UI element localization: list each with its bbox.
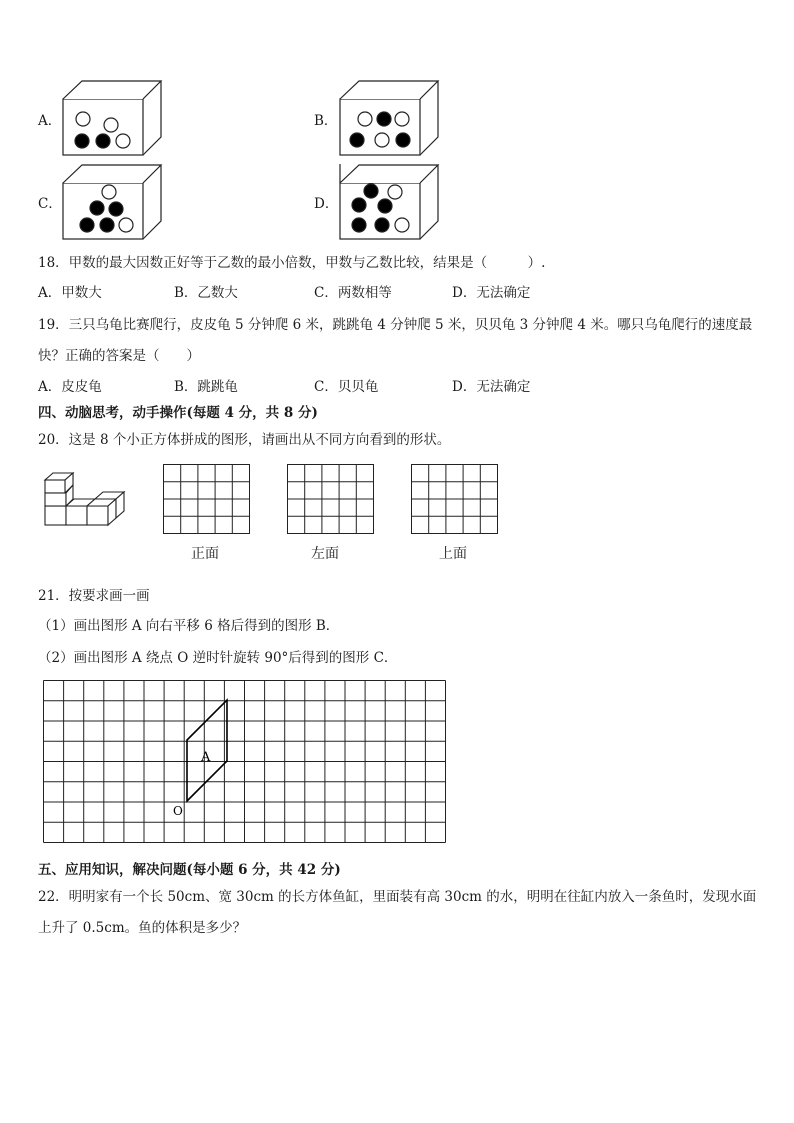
- q19-option-d: D．无法确定: [452, 379, 531, 395]
- q19-stem-line2: 快？正确的答案是（ ）: [38, 348, 200, 364]
- q20-cube-figure: [44, 471, 126, 527]
- q21-part1: （1）画出图形 A 向右平移 6 格后得到的图形 B．: [38, 618, 340, 634]
- q20-front-view-grid: [163, 464, 251, 535]
- q19-option-b: B．跳跳龟: [174, 379, 238, 395]
- q20-left-view-grid: [287, 464, 375, 535]
- q17-option-c-letter: C．: [38, 196, 62, 212]
- section4-title: 四、动脑思考，动手操作(每题 4 分，共 8 分): [38, 405, 318, 421]
- q18-stem: 18．甲数的最大因数正好等于乙数的最小倍数，甲数与乙数比较，结果是（ ）.: [38, 255, 546, 271]
- shape-a-label: A: [201, 750, 211, 765]
- q18-option-a: A．甲数大: [38, 285, 102, 301]
- section5-title: 五、应用知识，解决问题(每小题 6 分，共 42 分): [38, 862, 341, 878]
- q20-caption-front: 正面: [191, 546, 219, 562]
- q20-stem: 20．这是 8 个小正方体拼成的图形，请画出从不同方向看到的形状。: [38, 432, 451, 448]
- q17-option-a-figure: [62, 80, 164, 160]
- q20-caption-left: 左面: [311, 546, 339, 562]
- q17-option-c-figure: [62, 164, 164, 244]
- q19-option-a: A．皮皮龟: [38, 379, 102, 395]
- q22-line1: 22．明明家有一个长 50cm、宽 30cm 的长方体鱼缸，里面装有高 30cm 的水，明明在往缸内放入一条鱼时，发现水面: [38, 889, 757, 905]
- q17-option-d-figure: [339, 164, 441, 244]
- q21-drawing-grid: [43, 680, 445, 846]
- q18-option-b: B．乙数大: [174, 285, 238, 301]
- point-o-label: O: [173, 804, 183, 818]
- q17-option-a-letter: A．: [38, 113, 62, 129]
- q19-option-c: C．贝贝龟: [314, 379, 379, 395]
- q21-part2: （2）画出图形 A 绕点 O 逆时针旋转 90°后得到的图形 C．: [38, 650, 398, 666]
- q22-line2: 上升了 0.5cm。鱼的体积是多少？: [38, 920, 247, 936]
- q19-stem-line1: 19．三只乌龟比赛爬行，皮皮龟 5 分钟爬 6 米，跳跳龟 4 分钟爬 5 米，贝贝龟 3 分钟爬 4 米。哪只乌龟爬行的速度最: [38, 317, 753, 333]
- q17-option-d-letter: D．: [314, 196, 339, 212]
- q18-option-d: D．无法确定: [452, 285, 531, 301]
- q20-caption-top: 上面: [439, 546, 467, 562]
- q17-option-b-letter: B．: [314, 113, 338, 129]
- q21-stem: 21．按要求画一画: [38, 588, 150, 604]
- q20-top-view-grid: [411, 464, 499, 535]
- q18-option-c: C．两数相等: [314, 285, 392, 301]
- q17-option-b-figure: [339, 80, 441, 160]
